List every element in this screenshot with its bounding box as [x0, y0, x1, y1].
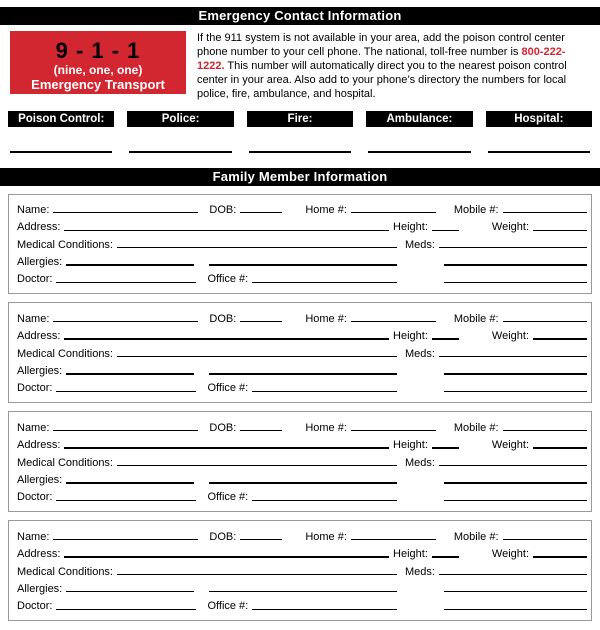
- hospital-blank-line: [488, 151, 590, 153]
- mobile-phone-blank-line: [503, 430, 587, 431]
- mobile-phone-label: Mobile #:: [453, 203, 499, 216]
- home-phone-label: Home #:: [305, 530, 347, 543]
- dob-blank-line: [240, 321, 282, 322]
- address-label: Address:: [17, 221, 61, 234]
- name-blank-line: [53, 212, 198, 213]
- home-phone-label: Home #:: [305, 421, 347, 434]
- meds-blank-line: [439, 574, 587, 575]
- meds-blank-line-3: [444, 282, 587, 283]
- name-label: Name:: [17, 312, 50, 325]
- member-row-address: [17, 435, 587, 452]
- police-blank-line: [129, 151, 231, 153]
- medical-conditions-label: Medical Conditions:: [17, 347, 113, 360]
- contact-label-police: Police:: [127, 111, 233, 127]
- mobile-phone-label: Mobile #:: [453, 530, 499, 543]
- member-row-identity: [17, 308, 587, 325]
- 911-pronunciation: (nine, one, one): [53, 63, 143, 77]
- office-phone-label: Office #:: [207, 382, 249, 395]
- instructions-text-after: This number will automatically direct you to the nearest poison control center in your area. Also add to your phone’s directory the numbers for local police, fire, ambulance, and hospital.: [197, 59, 567, 100]
- address-blank-line: [64, 230, 389, 231]
- dob-blank-line: [240, 539, 282, 540]
- poison-control-phone-number: 800-222-1222.: [197, 45, 566, 72]
- family-member-block: [8, 302, 592, 403]
- doctor-blank-line: [56, 391, 196, 392]
- height-label: Height:: [393, 221, 428, 234]
- meds-blank-line-2: [444, 373, 587, 374]
- meds-column: [405, 609, 587, 614]
- allergies-label: Allergies:: [17, 365, 63, 378]
- contact-label-poison-control: Poison Control:: [8, 111, 114, 127]
- meds-blank-line: [439, 465, 587, 466]
- member-row-doctor: [17, 378, 587, 395]
- member-row-medical: [17, 452, 587, 469]
- 911-subtitle: Emergency Transport System: [31, 77, 165, 107]
- member-row-address: [17, 217, 587, 234]
- member-row-address: [17, 544, 587, 561]
- medical-conditions-blank-line: [117, 465, 397, 466]
- meds-column: [405, 282, 587, 287]
- meds-column: [405, 239, 587, 252]
- height-label: Height:: [393, 330, 428, 343]
- member-row-identity: [17, 200, 587, 217]
- instructions-paragraph: [197, 31, 590, 102]
- intro-section: [10, 31, 590, 107]
- meds-column: [405, 500, 587, 505]
- address-blank-line: [64, 556, 389, 557]
- meds-label: Meds:: [405, 347, 435, 360]
- meds-label: Meds:: [405, 456, 435, 469]
- height-blank-line: [432, 447, 459, 448]
- member-row-allergies: [17, 361, 587, 378]
- dob-label: DOB:: [209, 530, 237, 543]
- mobile-phone-label: Mobile #:: [453, 312, 499, 325]
- member-row-allergies: [17, 470, 587, 487]
- doctor-blank-line: [56, 282, 196, 283]
- address-label: Address:: [17, 548, 61, 561]
- family-member-block: [8, 194, 592, 295]
- office-phone-label: Office #:: [207, 491, 249, 504]
- meds-column: [405, 566, 587, 579]
- family-member-block: [8, 520, 592, 621]
- meds-blank-line-2: [444, 264, 587, 265]
- allergies-label: Allergies:: [17, 474, 63, 486]
- weight-label: Weight:: [491, 548, 529, 561]
- office-phone-label: Office #:: [207, 600, 249, 613]
- dob-blank-line: [240, 430, 282, 431]
- height-blank-line: [432, 338, 459, 339]
- home-phone-blank-line: [351, 430, 436, 431]
- name-blank-line: [53, 539, 198, 540]
- member-row-doctor: [17, 596, 587, 613]
- medical-conditions-label: Medical Conditions:: [17, 456, 113, 469]
- family-members-list: [8, 194, 592, 622]
- allergies-blank-line-2: [209, 591, 397, 592]
- member-row-medical: [17, 234, 587, 251]
- allergies-blank-line-2: [209, 482, 397, 483]
- mobile-phone-blank-line: [503, 539, 587, 540]
- meds-column: [405, 482, 587, 487]
- member-row-medical: [17, 561, 587, 578]
- meds-blank-line-2: [444, 591, 587, 592]
- meds-column: [405, 591, 587, 596]
- meds-blank-line-3: [444, 500, 587, 501]
- mobile-phone-blank-line: [503, 321, 587, 322]
- meds-column: [405, 457, 587, 470]
- member-row-allergies: [17, 252, 587, 269]
- name-label: Name:: [17, 421, 50, 434]
- name-blank-line: [53, 321, 198, 322]
- instructions-text-before: If the 911 system is not available in your area, add the poison control center phone number to your cell phone. The national, toll-free number is: [197, 32, 565, 58]
- fire-blank-line: [249, 151, 351, 153]
- mobile-phone-label: Mobile #:: [453, 421, 499, 434]
- member-row-identity: [17, 417, 587, 434]
- name-label: Name:: [17, 203, 50, 216]
- emergency-contact-header-bar: [0, 7, 600, 25]
- member-row-doctor: [17, 487, 587, 504]
- allergies-blank-line-2: [209, 264, 397, 265]
- height-blank-line: [432, 230, 459, 231]
- weight-blank-line: [533, 338, 587, 339]
- poison-control-blank-line: [10, 151, 112, 153]
- 911-red-box: [10, 31, 186, 107]
- member-row-doctor: [17, 269, 587, 286]
- weight-label: Weight:: [491, 330, 529, 343]
- emergency-contacts-blank-row: [10, 151, 590, 153]
- doctor-blank-line: [56, 500, 196, 501]
- meds-blank-line-3: [444, 609, 587, 610]
- address-label: Address:: [17, 439, 61, 452]
- height-blank-line: [432, 556, 459, 557]
- allergies-blank-line: [66, 482, 194, 483]
- allergies-blank-line: [66, 373, 194, 374]
- doctor-blank-line: [56, 609, 196, 610]
- allergies-blank-line-2: [209, 373, 397, 374]
- allergies-label: Allergies:: [17, 582, 63, 595]
- name-blank-line: [53, 430, 198, 431]
- meds-column: [405, 348, 587, 361]
- contact-label-fire: Fire:: [247, 111, 353, 127]
- dob-label: DOB:: [209, 312, 237, 325]
- office-phone-label: Office #:: [207, 273, 249, 286]
- 911-number: 9 - 1 - 1: [55, 38, 141, 63]
- contact-label-hospital: Hospital:: [486, 111, 592, 127]
- medical-conditions-blank-line: [117, 247, 397, 248]
- address-label: Address:: [17, 330, 61, 343]
- weight-label: Weight:: [491, 221, 529, 234]
- member-row-medical: [17, 343, 587, 360]
- member-row-identity: [17, 526, 587, 543]
- office-phone-blank-line: [252, 500, 397, 501]
- meds-column: [405, 391, 587, 396]
- meds-column: [405, 264, 587, 269]
- weight-blank-line: [533, 230, 587, 231]
- meds-column: [405, 373, 587, 378]
- doctor-label: Doctor:: [17, 273, 53, 286]
- family-member-block: [8, 411, 592, 512]
- dob-label: DOB:: [209, 421, 237, 434]
- name-label: Name:: [17, 530, 50, 543]
- member-row-allergies: [17, 579, 587, 596]
- allergies-label: Allergies:: [17, 256, 63, 269]
- dob-blank-line: [240, 212, 282, 213]
- ambulance-blank-line: [368, 151, 470, 153]
- contact-label-ambulance: Ambulance:: [366, 111, 472, 127]
- doctor-label: Doctor:: [17, 491, 53, 504]
- home-phone-blank-line: [351, 321, 436, 322]
- medical-conditions-blank-line: [117, 574, 397, 575]
- weight-label: Weight:: [491, 439, 529, 452]
- emergency-contact-title: Emergency Contact Information: [198, 8, 402, 23]
- address-blank-line: [64, 338, 389, 339]
- mobile-phone-blank-line: [503, 212, 587, 213]
- home-phone-label: Home #:: [305, 312, 347, 325]
- doctor-label: Doctor:: [17, 382, 53, 395]
- medical-conditions-label: Medical Conditions:: [17, 238, 113, 251]
- meds-label: Meds:: [405, 565, 435, 578]
- office-phone-blank-line: [252, 391, 397, 392]
- doctor-label: Doctor:: [17, 600, 53, 613]
- weight-blank-line: [533, 556, 587, 557]
- medical-conditions-label: Medical Conditions:: [17, 565, 113, 578]
- emergency-form-page: [0, 7, 600, 621]
- family-member-title: Family Member Information: [212, 168, 388, 184]
- meds-label: Meds:: [405, 238, 435, 251]
- height-label: Height:: [393, 548, 428, 561]
- allergies-blank-line: [66, 264, 194, 265]
- family-member-header-bar: [0, 168, 600, 186]
- home-phone-blank-line: [351, 212, 436, 213]
- weight-blank-line: [533, 447, 587, 448]
- address-blank-line: [64, 447, 389, 448]
- home-phone-label: Home #:: [305, 203, 347, 216]
- office-phone-blank-line: [252, 609, 397, 610]
- emergency-contacts-label-row: [8, 111, 592, 127]
- medical-conditions-blank-line: [117, 356, 397, 357]
- meds-blank-line-3: [444, 391, 587, 392]
- dob-label: DOB:: [209, 203, 237, 216]
- member-row-address: [17, 326, 587, 343]
- office-phone-blank-line: [252, 282, 397, 283]
- home-phone-blank-line: [351, 539, 436, 540]
- height-label: Height:: [393, 439, 428, 452]
- meds-blank-line: [439, 356, 587, 357]
- meds-blank-line-2: [444, 482, 587, 483]
- allergies-blank-line: [66, 591, 194, 592]
- meds-blank-line: [439, 247, 587, 248]
